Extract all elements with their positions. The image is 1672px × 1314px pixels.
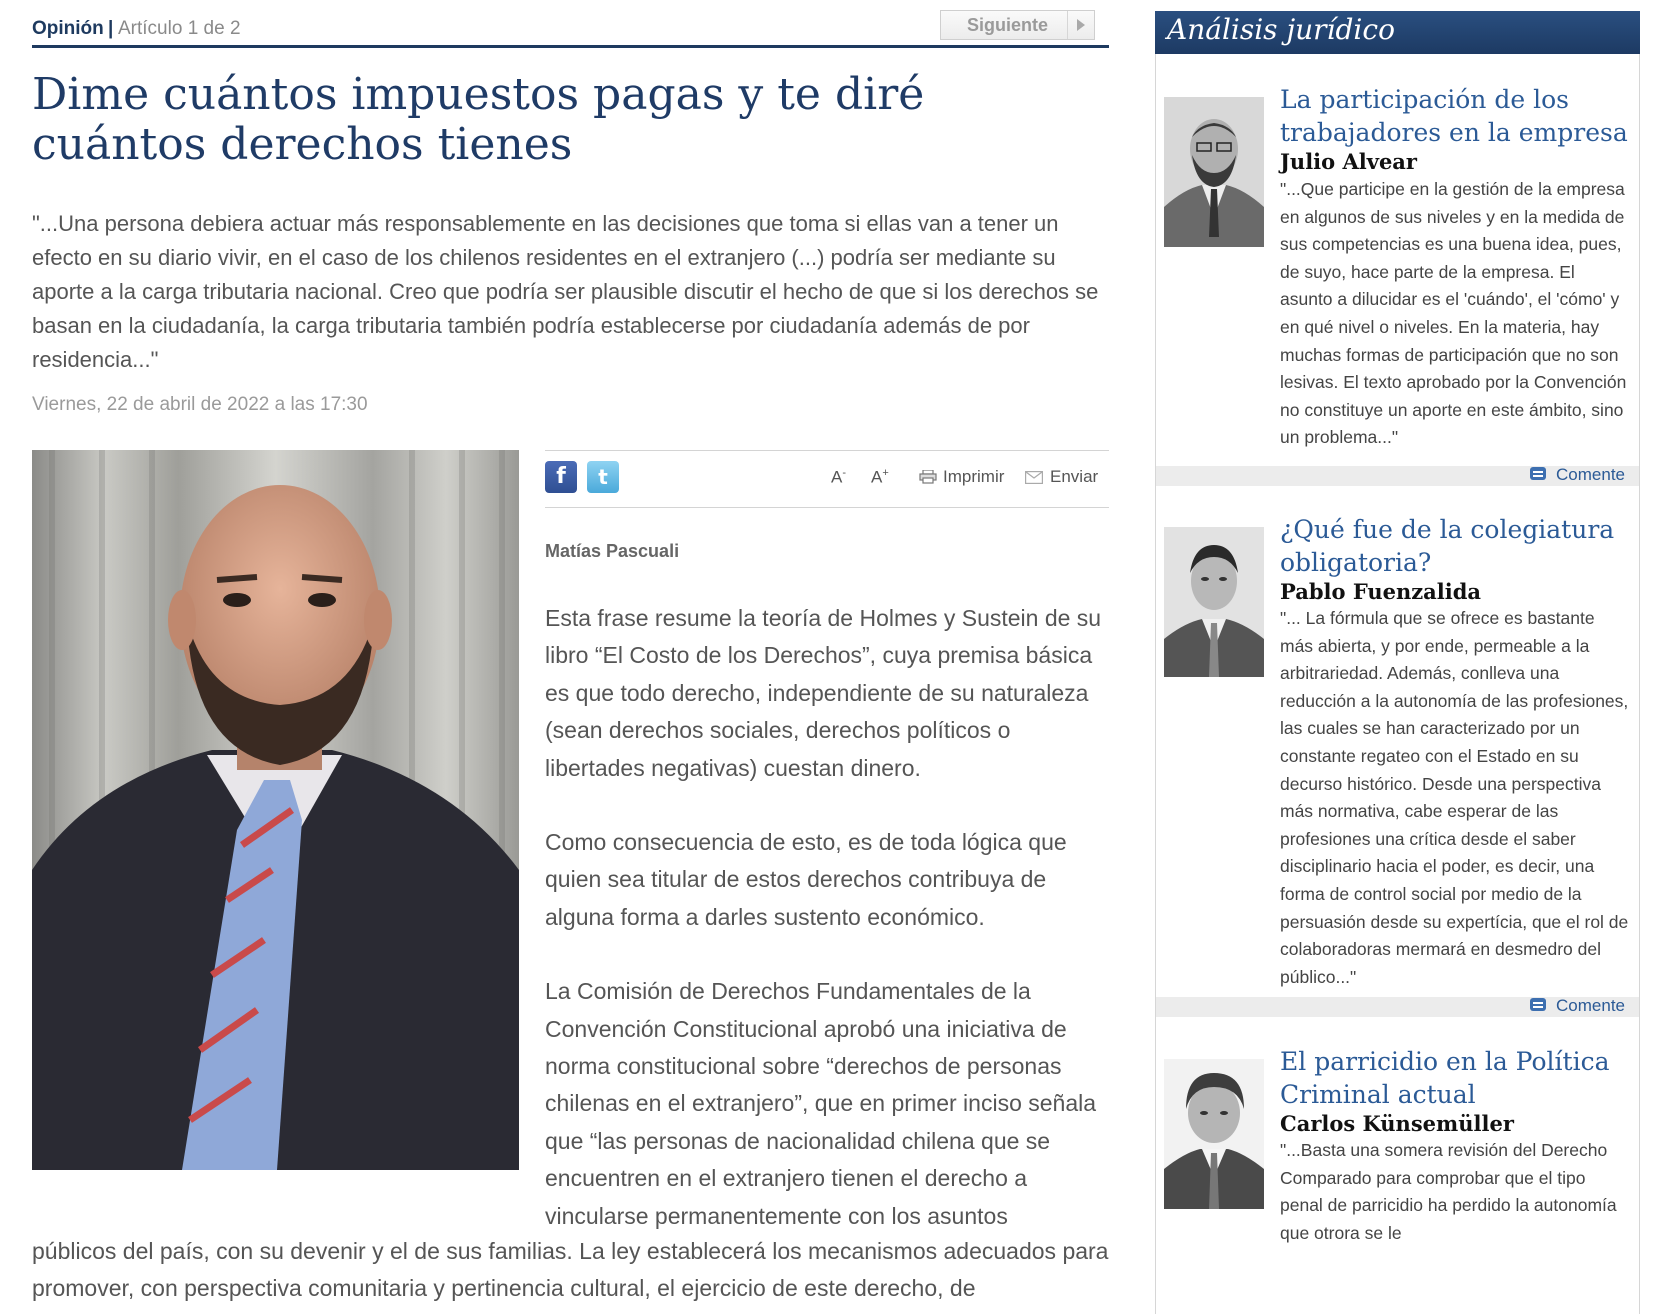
sidebar-article-title[interactable]: La participación de los trabajadores en la empresa [1280, 85, 1628, 147]
author-photo [32, 450, 519, 1170]
twitter-share-button[interactable] [587, 461, 619, 493]
sidebar-article-excerpt: "... La fórmula que se ofrece es bastante más abierta, y por ende, permeable a la arbitrariedad. Además, conlleva una reducción a la autonomía de las profesiones, las cuales se han caracterizado por un constante regateo con el Estado en su decurso histórico. Desde una perspectiva más normativa, cabe esperar de las profesiones una crítica desde el saber disciplinario hacia el poder, es decir, una forma de control social por medio de la persuasión desde su expertícia, que el rol de colaboradoras mermará en desmedro del público..." [1280, 608, 1629, 987]
sidebar-article-author: Carlos Künsemüller [1280, 1111, 1514, 1136]
article-column [32, 0, 1109, 1314]
facebook-share-button[interactable] [545, 461, 577, 493]
sidebar-article-author: Julio Alvear [1280, 149, 1417, 174]
comment-label: Comente [1556, 465, 1625, 484]
sidebar-header [1155, 11, 1640, 54]
sidebar-article-title[interactable]: El parricidio en la Política Criminal actual [1280, 1047, 1610, 1109]
comment-bar [1156, 997, 1639, 1017]
article-body [545, 600, 1109, 1272]
author-thumbnail [1164, 97, 1264, 247]
article-paragraph: Esta frase resume la teoría de Holmes y Sustein de su libro “El Costo de los Derechos”, cuya premisa básica es que todo derecho, independiente de su naturaleza (sean derechos sociales, derechos políticos o libertades negativas) cuestan dinero. [545, 605, 1102, 781]
sidebar-article-excerpt: "...Que participe en la gestión de la empresa en algunos de sus niveles y en la medida de sus competencias es una buena idea, pues, de suyo, hace parte de la empresa. El asunto a dilucidar es el 'cuándo', el 'cómo' y en qué nivel o niveles. En la materia, hay muchas formas de participación que no son lesivas. El texto aprobado por la Convención no constituye un aporte en este ámbito, sino un problema..." [1280, 179, 1627, 448]
sidebar-article [1156, 501, 1639, 1021]
comment-label: Comente [1556, 996, 1625, 1015]
article-date: Viernes, 22 de abril de 2022 a las 17:30 [32, 394, 368, 415]
article-paragraph: La Comisión de Derechos Fundamentales de la Convención Constitucional aprobó una iniciativa de norma constitucional sobre “derechos de personas chilenas en el extranjero”, que en primer inciso señala que “las personas de nacionalidad chilena que se encuentren en el extranjero tienen el derecho a vincularse permanentemente con los asuntos [545, 978, 1097, 1229]
author-thumbnail [1164, 527, 1264, 677]
author-thumbnail [1164, 1059, 1264, 1209]
next-article-button[interactable] [940, 10, 1095, 40]
section-link[interactable]: Opinión [32, 18, 104, 39]
twitter-icon: t [598, 465, 608, 489]
send-button[interactable]: Enviar [1050, 467, 1099, 486]
font-increase-sign: + [882, 467, 889, 479]
sidebar-article [1156, 71, 1639, 531]
chevron-right-icon [1067, 11, 1094, 39]
article-position: Artículo 1 de 2 [118, 18, 241, 39]
article-lead: "...Una persona debiera actuar más responsablemente en las decisiones que toma si ellas van a tener un efecto en su diario vivir, en el caso de los chilenos residentes en el extranjero (...) podría ser mediante su aporte a la carga tributaria nacional. Creo que podría ser plausible discutir el hecho de que si los derechos se basan en la ciudadanía, la carga tributaria también podría establecerse por ciudadanía además de por residencia..." [32, 211, 1099, 372]
font-decrease-sign: - [842, 467, 847, 479]
article-author: Matías Pascuali [545, 541, 680, 561]
font-decrease-button[interactable] [831, 467, 846, 488]
comment-icon [1530, 998, 1546, 1011]
article-paragraph-continuation: públicos del país, con su devenir y el de sus familias. La ley establecerá los mecanismos adecuados para promover, con perspectiva comunitaria y pertinencia cultural, el ejercicio de este derecho, de [32, 1238, 1109, 1302]
font-increase-button[interactable] [871, 467, 889, 488]
font-decrease-label: A [831, 467, 843, 487]
facebook-icon: f [556, 464, 566, 489]
legal-analysis-sidebar [1155, 11, 1640, 1314]
font-increase-label: A [871, 467, 883, 487]
comment-icon [1530, 467, 1546, 480]
article-nav-bar [32, 10, 1109, 48]
next-article-label: Siguiente [967, 15, 1049, 35]
envelope-icon [1025, 471, 1043, 484]
sidebar-article-author: Pablo Fuenzalida [1280, 579, 1482, 604]
article-paragraph: Como consecuencia de esto, es de toda lógica que quien sea titular de estos derechos contribuya de alguna forma a darles sustento económico. [545, 829, 1067, 930]
print-button[interactable]: Imprimir [943, 467, 1005, 486]
sidebar-article [1156, 1033, 1639, 1314]
sidebar-title: Análisis jurídico [1167, 13, 1395, 46]
printer-icon [919, 470, 937, 484]
comment-link[interactable] [1556, 996, 1625, 1016]
comment-link[interactable] [1556, 465, 1625, 485]
comment-bar [1156, 466, 1639, 486]
article-headline: Dime cuántos impuestos pagas y te diré cuántos derechos tienes [32, 69, 925, 170]
article-tools-bar [545, 450, 1109, 508]
sidebar-article-excerpt: "...Basta una somera revisión del Derecho Comparado para comprobar que el tipo penal de parricidio ha perdido la autonomía que otrora se le [1280, 1140, 1617, 1243]
nav-separator: | [108, 18, 114, 39]
sidebar-article-title[interactable]: ¿Qué fue de la colegiatura obligatoria? [1280, 515, 1615, 577]
